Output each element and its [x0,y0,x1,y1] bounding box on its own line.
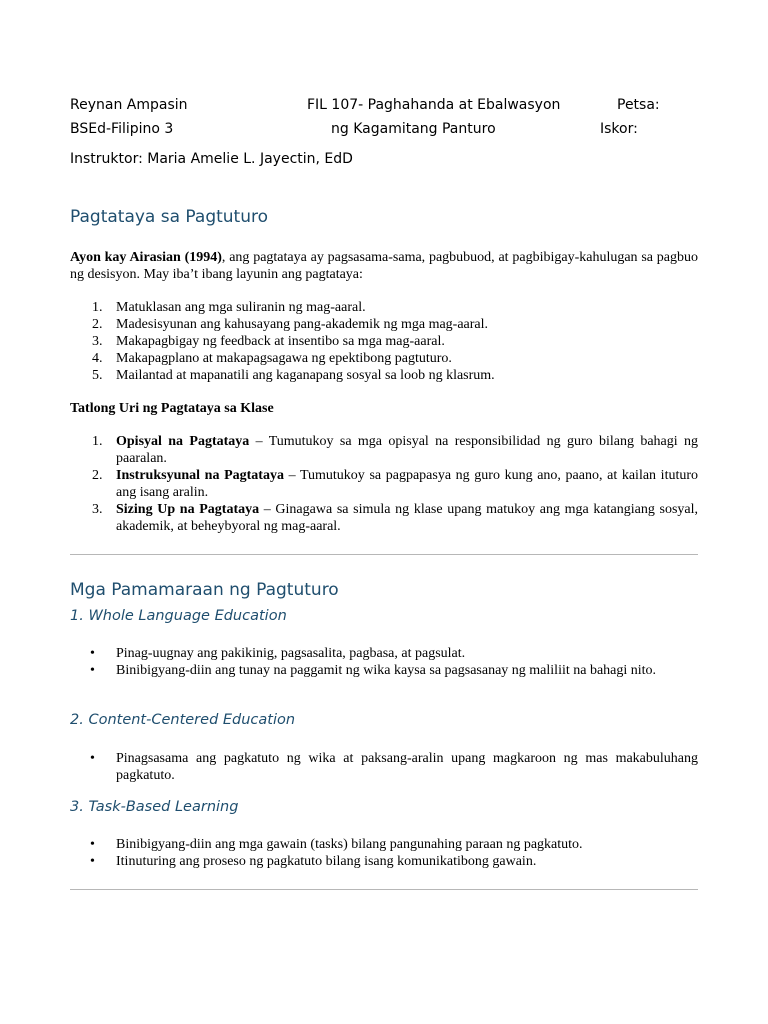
goals-list [70,299,698,384]
intro-text: , ang pagtataya ay pagsasama-sama, pagbubuod, at pagbibigay-kahulugan sa pagbuo ng desisyon. May iba’t ibang layunin ang pagtataya: [70,250,698,282]
score-label: Iskor: [600,121,638,137]
list-item: 1. Opisyal na Pagtataya – Tumutukoy sa mga opisyal na responsibilidad ng guro bilang bahagi ng paaralan. [92,434,698,466]
method-heading-whole-language: 1. Whole Language Education [70,608,287,624]
divider [70,889,698,890]
bullet-icon: • [90,646,95,661]
types-list [70,433,698,535]
method-heading-task-based: 3. Task-Based Learning [70,799,239,815]
bullet-icon: • [90,663,95,678]
section-title-pamamaraan: Mga Pamamaraan ng Pagtuturo [70,580,339,600]
list-item: 2. Madesisyunan ang kahusayang pang-akademik ng mga mag-aaral. [92,317,489,332]
method-bullets-task-based [70,836,698,870]
list-item: 2. Instruksyunal na Pagtataya – Tumutukoy sa pagpapasya ng guro kung ano, paano, at kailan ituturo ang isang aralin. [92,468,699,500]
type-term: Instruksyunal na Pagtataya [116,468,284,483]
course-title-line2: ng Kagamitang Panturo [331,121,496,137]
list-item: • Pinagsasama ang pagkatuto ng wika at paksang-aralin upang magkaroon ng mas makabuluhang pagkatuto. [90,751,698,783]
program-label: BSEd-Filipino 3 [70,121,174,137]
list-item: 1. Matuklasan ang mga suliranin ng mag-aaral. [92,300,366,315]
divider [70,554,698,555]
course-title-line1: FIL 107- Paghahanda at Ebalwasyon [307,97,561,113]
method-bullets-whole-language [70,645,698,679]
instructor-line: Instruktor: Maria Amelie L. Jayectin, EdD [70,151,353,167]
bullet-icon: • [90,837,95,852]
list-item: 3. Sizing Up na Pagtataya – Ginagawa sa simula ng klase upang matukoy ang mga katangiang sosyal, akademik, at beheybyoral ng mag-aaral. [92,502,698,534]
list-item: • Pinag-uugnay ang pakikinig, pagsasalita, pagbasa, at pagsulat. [90,646,466,661]
intro-paragraph [70,249,698,283]
section-title-pagtataya: Pagtataya sa Pagtuturo [70,207,269,227]
type-term: Sizing Up na Pagtataya [116,502,260,517]
list-item: 4. Makapagplano at makapagsagawa ng epektibong pagtuturo. [92,351,452,366]
list-item: • Itinuturing ang proseso ng pagkatuto bilang isang komunikatibong gawain. [90,854,537,869]
bullet-icon: • [90,751,95,766]
intro-citation: Ayon kay Airasian (1994) [70,250,222,265]
list-item: 5. Mailantad at mapanatili ang kaganapang sosyal sa loob ng klasrum. [92,368,495,383]
student-name: Reynan Ampasin [70,97,188,113]
list-item: 3. Makapagbigay ng feedback at insentibo sa mga mag-aaral. [92,334,445,349]
list-item: • Binibigyang-diin ang tunay na paggamit ng wika kaysa sa pagsasanay ng maliliit na bahagi nito. [90,663,657,678]
method-bullets-content-centered [70,750,698,784]
method-heading-content-centered: 2. Content-Centered Education [70,712,296,728]
list-item: • Binibigyang-diin ang mga gawain (tasks) bilang pangunahing paraan ng pagkatuto. [90,837,583,852]
types-title: Tatlong Uri ng Pagtataya sa Klase [70,401,274,416]
date-label: Petsa: [617,97,660,113]
type-term: Opisyal na Pagtataya [116,434,250,449]
bullet-icon: • [90,854,95,869]
